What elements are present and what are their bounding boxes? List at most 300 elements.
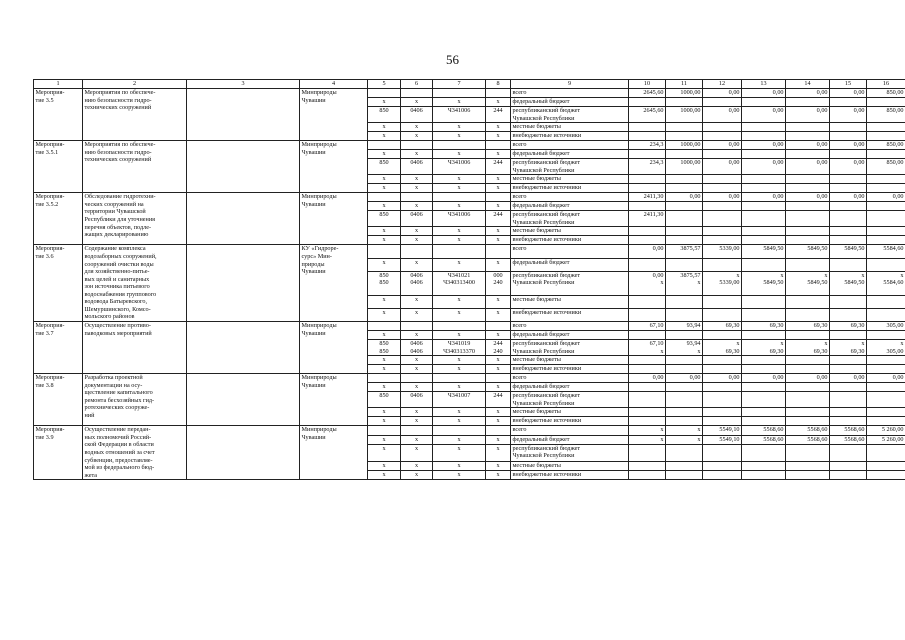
- amount-cell: [830, 295, 867, 308]
- column-number: 4: [300, 80, 368, 89]
- amount-cell: [830, 383, 867, 392]
- amount-cell: 5568,60: [742, 435, 786, 444]
- measure-id-cell: Мероприя- тие 3.8: [34, 374, 83, 426]
- amount-cell: [666, 417, 703, 426]
- budget-code-cell: x: [486, 470, 511, 479]
- budget-code-cell: x: [401, 98, 433, 107]
- budget-code-cell: [433, 322, 486, 331]
- amount-cell: [830, 184, 867, 193]
- amount-cell: [742, 308, 786, 321]
- amount-cell: [786, 211, 830, 227]
- budget-code-cell: [401, 426, 433, 435]
- budget-code-cell: x: [401, 461, 433, 470]
- amount-cell: [703, 150, 742, 159]
- budget-code-cell: 244: [486, 159, 511, 175]
- budget-code-cell: x: [433, 123, 486, 132]
- budget-code-cell: x: [368, 202, 401, 211]
- amount-cell: x 69,30: [703, 340, 742, 356]
- page-number: 56: [446, 52, 459, 67]
- amount-cell: [629, 132, 666, 141]
- amount-cell: [786, 236, 830, 245]
- amount-cell: [742, 150, 786, 159]
- amount-cell: 0,00: [666, 193, 703, 202]
- amount-cell: [786, 392, 830, 408]
- funding-source-cell: всего: [511, 193, 629, 202]
- amount-cell: [742, 175, 786, 184]
- amount-cell: [867, 470, 905, 479]
- amount-cell: 0,00: [830, 89, 867, 98]
- budget-code-cell: x: [368, 295, 401, 308]
- budget-code-cell: x: [433, 150, 486, 159]
- amount-cell: x 5584,60: [867, 271, 905, 295]
- amount-cell: x: [666, 426, 703, 435]
- budget-code-cell: 244: [486, 211, 511, 227]
- measure-name-cell: Осуществление передан- ных полномочий Россий- ской Федерации в области водных отношений за счет субвенции, предоставляе- мой из федерального бюд- жета: [83, 426, 187, 480]
- amount-cell: x: [629, 426, 666, 435]
- budget-code-cell: x: [368, 417, 401, 426]
- amount-cell: [666, 132, 703, 141]
- funding-source-cell: республиканский бюджет Чувашской Республики: [511, 271, 629, 295]
- amount-cell: 850,00: [867, 141, 905, 150]
- budget-code-cell: x: [433, 470, 486, 479]
- amount-cell: [629, 417, 666, 426]
- amount-cell: 0,00: [703, 141, 742, 150]
- budget-code-cell: x: [486, 356, 511, 365]
- amount-cell: 93,94 x: [666, 340, 703, 356]
- amount-cell: [703, 211, 742, 227]
- measure-id-cell: Мероприя- тие 3.5: [34, 89, 83, 141]
- funding-source-cell: федеральный бюджет: [511, 98, 629, 107]
- column-number-row: [34, 80, 905, 89]
- budget-code-cell: 000 240: [486, 271, 511, 295]
- budget-code-cell: x: [368, 150, 401, 159]
- amount-cell: 5568,60: [742, 426, 786, 435]
- executor-cell: Минприроды Чувашии: [300, 193, 368, 245]
- budget-code-cell: x: [368, 470, 401, 479]
- column-number: 7: [433, 80, 486, 89]
- amount-cell: 5549,10: [703, 426, 742, 435]
- amount-cell: [786, 417, 830, 426]
- budget-code-cell: x: [401, 123, 433, 132]
- amount-cell: [742, 184, 786, 193]
- budget-code-cell: [433, 426, 486, 435]
- budget-code-cell: x: [433, 417, 486, 426]
- budget-code-cell: x: [433, 98, 486, 107]
- executor-cell: Минприроды Чувашии: [300, 89, 368, 141]
- amount-cell: [703, 356, 742, 365]
- amount-cell: 3875,57 x: [666, 271, 703, 295]
- amount-cell: x 69,30: [830, 340, 867, 356]
- budget-code-cell: x: [401, 417, 433, 426]
- amount-cell: [742, 211, 786, 227]
- budget-code-cell: Ч341021 Ч340313400: [433, 271, 486, 295]
- amount-cell: [666, 258, 703, 271]
- funding-source-cell: внебюджетные источники: [511, 417, 629, 426]
- amount-cell: [786, 150, 830, 159]
- column-number: 12: [703, 80, 742, 89]
- funding-source-cell: федеральный бюджет: [511, 202, 629, 211]
- amount-cell: [742, 444, 786, 461]
- budget-code-cell: x: [368, 331, 401, 340]
- funding-source-cell: всего: [511, 245, 629, 258]
- budget-code-cell: x: [401, 435, 433, 444]
- amount-cell: [703, 461, 742, 470]
- amount-cell: [786, 308, 830, 321]
- budget-code-cell: x: [486, 175, 511, 184]
- amount-cell: [742, 383, 786, 392]
- amount-cell: 2411,30: [629, 193, 666, 202]
- amount-cell: 69,30: [703, 322, 742, 331]
- amount-cell: [830, 365, 867, 374]
- table-row: [34, 426, 905, 435]
- funding-source-cell: внебюджетные источники: [511, 365, 629, 374]
- amount-cell: [867, 383, 905, 392]
- empty-cell: [187, 322, 300, 374]
- amount-cell: [703, 365, 742, 374]
- budget-code-cell: Ч341006: [433, 159, 486, 175]
- budget-code-cell: [368, 322, 401, 331]
- table-row: [34, 89, 905, 98]
- measure-id-cell: Мероприя- тие 3.5.1: [34, 141, 83, 193]
- budget-code-cell: 0406: [401, 392, 433, 408]
- amount-cell: [830, 227, 867, 236]
- amount-cell: [666, 444, 703, 461]
- budget-code-cell: 0406 0406: [401, 271, 433, 295]
- funding-source-cell: всего: [511, 374, 629, 383]
- amount-cell: [786, 383, 830, 392]
- amount-cell: 67,10 x: [629, 340, 666, 356]
- budget-code-cell: x: [486, 383, 511, 392]
- amount-cell: 69,30: [830, 322, 867, 331]
- amount-cell: [830, 470, 867, 479]
- amount-cell: [786, 331, 830, 340]
- amount-cell: [666, 175, 703, 184]
- amount-cell: [786, 444, 830, 461]
- amount-cell: 5584,60: [867, 245, 905, 258]
- amount-cell: 0,00: [867, 374, 905, 383]
- amount-cell: [786, 365, 830, 374]
- funding-source-cell: республиканский бюджет Чувашской Республики: [511, 392, 629, 408]
- amount-cell: 67,10: [629, 322, 666, 331]
- column-number: 15: [830, 80, 867, 89]
- amount-cell: 2411,30: [629, 211, 666, 227]
- budget-code-cell: 850 850: [368, 271, 401, 295]
- budget-code-cell: x: [401, 236, 433, 245]
- budget-code-cell: x: [368, 435, 401, 444]
- budget-code-cell: [368, 89, 401, 98]
- amount-cell: 0,00: [666, 374, 703, 383]
- budget-code-cell: x: [368, 444, 401, 461]
- budget-code-cell: Ч341006: [433, 107, 486, 123]
- funding-source-cell: федеральный бюджет: [511, 435, 629, 444]
- amount-cell: [830, 331, 867, 340]
- amount-cell: [786, 470, 830, 479]
- amount-cell: [666, 150, 703, 159]
- amount-cell: 5568,60: [830, 435, 867, 444]
- amount-cell: [703, 202, 742, 211]
- amount-cell: [867, 227, 905, 236]
- amount-cell: [703, 258, 742, 271]
- budget-code-cell: x: [368, 227, 401, 236]
- amount-cell: [629, 227, 666, 236]
- column-number: 13: [742, 80, 786, 89]
- budget-code-cell: x: [368, 98, 401, 107]
- amount-cell: 5339,00: [703, 245, 742, 258]
- executor-cell: Минприроды Чувашии: [300, 141, 368, 193]
- funding-source-cell: местные бюджеты: [511, 227, 629, 236]
- column-number: 5: [368, 80, 401, 89]
- budget-code-cell: x: [368, 383, 401, 392]
- funding-source-cell: всего: [511, 322, 629, 331]
- amount-cell: [666, 236, 703, 245]
- measure-name-cell: Осуществление противо- паводковых мероприятий: [83, 322, 187, 374]
- budget-code-cell: [368, 245, 401, 258]
- budget-code-cell: x: [486, 227, 511, 236]
- budget-code-cell: [433, 193, 486, 202]
- amount-cell: 5849,50: [786, 245, 830, 258]
- budget-code-cell: Ч341019 Ч340313370: [433, 340, 486, 356]
- amount-cell: 0,00: [742, 107, 786, 123]
- amount-cell: 0,00: [742, 141, 786, 150]
- amount-cell: [786, 175, 830, 184]
- amount-cell: [629, 98, 666, 107]
- amount-cell: 0,00: [742, 193, 786, 202]
- column-number: 8: [486, 80, 511, 89]
- amount-cell: 0,00: [830, 159, 867, 175]
- amount-cell: 0,00: [830, 107, 867, 123]
- amount-cell: [703, 470, 742, 479]
- amount-cell: 1000,00: [666, 89, 703, 98]
- amount-cell: 0,00: [786, 141, 830, 150]
- amount-cell: x 69,30: [742, 340, 786, 356]
- amount-cell: 5568,60: [786, 426, 830, 435]
- amount-cell: 5849,50: [830, 245, 867, 258]
- budget-code-cell: x: [486, 236, 511, 245]
- budget-code-cell: x: [486, 461, 511, 470]
- budget-code-cell: 244 240: [486, 340, 511, 356]
- funding-source-cell: республиканский бюджет Чувашской Республики: [511, 159, 629, 175]
- column-number: 16: [867, 80, 905, 89]
- amount-cell: 0,00: [703, 193, 742, 202]
- budget-code-cell: x: [401, 184, 433, 193]
- budget-table: [33, 79, 905, 480]
- table-row: [34, 141, 905, 150]
- budget-code-cell: x: [401, 175, 433, 184]
- amount-cell: [703, 392, 742, 408]
- budget-code-cell: x: [401, 295, 433, 308]
- budget-code-cell: x: [486, 98, 511, 107]
- budget-code-cell: [486, 89, 511, 98]
- amount-cell: [629, 461, 666, 470]
- table-row: [34, 193, 905, 202]
- budget-code-cell: [433, 374, 486, 383]
- funding-source-cell: местные бюджеты: [511, 123, 629, 132]
- amount-cell: 2645,60: [629, 89, 666, 98]
- amount-cell: [629, 258, 666, 271]
- budget-code-cell: x: [401, 356, 433, 365]
- budget-code-cell: x: [433, 435, 486, 444]
- budget-code-cell: x: [368, 356, 401, 365]
- funding-source-cell: всего: [511, 89, 629, 98]
- funding-source-cell: внебюджетные источники: [511, 308, 629, 321]
- amount-cell: [629, 295, 666, 308]
- measure-id-cell: Мероприя- тие 3.9: [34, 426, 83, 480]
- funding-source-cell: местные бюджеты: [511, 408, 629, 417]
- amount-cell: [742, 123, 786, 132]
- amount-cell: [703, 417, 742, 426]
- budget-code-cell: x: [486, 150, 511, 159]
- budget-code-cell: x: [486, 331, 511, 340]
- amount-cell: [629, 392, 666, 408]
- amount-cell: [666, 383, 703, 392]
- budget-code-cell: [401, 374, 433, 383]
- budget-code-cell: x: [368, 132, 401, 141]
- amount-cell: [830, 211, 867, 227]
- amount-cell: 0,00: [786, 107, 830, 123]
- amount-cell: [786, 123, 830, 132]
- measure-id-cell: Мероприя- тие 3.6: [34, 245, 83, 322]
- funding-source-cell: федеральный бюджет: [511, 331, 629, 340]
- amount-cell: [830, 236, 867, 245]
- empty-cell: [187, 245, 300, 322]
- executor-cell: Минприроды Чувашии: [300, 426, 368, 480]
- amount-cell: [867, 98, 905, 107]
- funding-source-cell: республиканский бюджет Чувашской Республики: [511, 444, 629, 461]
- executor-cell: Минприроды Чувашии: [300, 322, 368, 374]
- budget-code-cell: x: [401, 365, 433, 374]
- amount-cell: [666, 123, 703, 132]
- amount-cell: 0,00: [742, 89, 786, 98]
- amount-cell: [666, 211, 703, 227]
- amount-cell: [666, 295, 703, 308]
- budget-code-cell: x: [433, 308, 486, 321]
- amount-cell: x 5339,00: [703, 271, 742, 295]
- amount-cell: [629, 356, 666, 365]
- executor-cell: КУ «Гидроре- сурс» Мин- природы Чувашии: [300, 245, 368, 322]
- budget-code-cell: x: [368, 123, 401, 132]
- amount-cell: [742, 365, 786, 374]
- amount-cell: 3875,57: [666, 245, 703, 258]
- budget-code-cell: x: [401, 444, 433, 461]
- amount-cell: [867, 417, 905, 426]
- budget-code-cell: x: [401, 308, 433, 321]
- budget-code-cell: 244: [486, 107, 511, 123]
- budget-code-cell: x: [401, 132, 433, 141]
- budget-code-cell: x: [401, 383, 433, 392]
- amount-cell: [867, 331, 905, 340]
- amount-cell: [666, 356, 703, 365]
- budget-code-cell: x: [486, 408, 511, 417]
- amount-cell: [666, 365, 703, 374]
- amount-cell: 0,00: [786, 374, 830, 383]
- amount-cell: [629, 184, 666, 193]
- amount-cell: [703, 383, 742, 392]
- amount-cell: 234,3: [629, 141, 666, 150]
- amount-cell: [830, 258, 867, 271]
- amount-cell: 0,00: [786, 89, 830, 98]
- amount-cell: [786, 184, 830, 193]
- amount-cell: 69,30: [742, 322, 786, 331]
- budget-code-cell: x: [433, 295, 486, 308]
- budget-code-cell: [433, 89, 486, 98]
- amount-cell: [830, 408, 867, 417]
- amount-cell: [629, 331, 666, 340]
- column-number: 10: [629, 80, 666, 89]
- amount-cell: [742, 392, 786, 408]
- funding-source-cell: республиканский бюджет Чувашской Республики: [511, 107, 629, 123]
- amount-cell: 0,00: [703, 374, 742, 383]
- amount-cell: 69,30: [786, 322, 830, 331]
- amount-cell: 0,00: [786, 159, 830, 175]
- amount-cell: [742, 258, 786, 271]
- funding-source-cell: местные бюджеты: [511, 295, 629, 308]
- budget-code-cell: x: [368, 258, 401, 271]
- funding-source-cell: федеральный бюджет: [511, 383, 629, 392]
- budget-code-cell: [401, 193, 433, 202]
- amount-cell: [629, 470, 666, 479]
- measure-name-cell: Разработка проектной документации на осу- ществление капитального ремонта бесхозяйных гид- ротехнических сооруже- ний: [83, 374, 187, 426]
- budget-code-cell: x: [486, 184, 511, 193]
- amount-cell: [867, 175, 905, 184]
- funding-source-cell: местные бюджеты: [511, 175, 629, 184]
- budget-code-cell: x: [433, 383, 486, 392]
- amount-cell: [830, 132, 867, 141]
- budget-code-cell: 244: [486, 392, 511, 408]
- budget-code-cell: x: [401, 408, 433, 417]
- amount-cell: [786, 408, 830, 417]
- funding-source-cell: внебюджетные источники: [511, 236, 629, 245]
- amount-cell: [867, 461, 905, 470]
- amount-cell: x 69,30: [786, 340, 830, 356]
- amount-cell: 0,00: [629, 374, 666, 383]
- amount-cell: [666, 98, 703, 107]
- column-number: 3: [187, 80, 300, 89]
- amount-cell: [786, 202, 830, 211]
- funding-source-cell: всего: [511, 426, 629, 435]
- budget-code-cell: Ч341006: [433, 211, 486, 227]
- budget-code-cell: x: [368, 408, 401, 417]
- amount-cell: [867, 356, 905, 365]
- amount-cell: 0,00: [830, 141, 867, 150]
- amount-cell: 850,00: [867, 159, 905, 175]
- amount-cell: [786, 227, 830, 236]
- amount-cell: [666, 184, 703, 193]
- amount-cell: [666, 461, 703, 470]
- amount-cell: [666, 408, 703, 417]
- table-body: [34, 89, 905, 480]
- amount-cell: [629, 150, 666, 159]
- funding-source-cell: внебюджетные источники: [511, 184, 629, 193]
- amount-cell: 93,94: [666, 322, 703, 331]
- amount-cell: [867, 408, 905, 417]
- amount-cell: [830, 444, 867, 461]
- amount-cell: 850,00: [867, 89, 905, 98]
- amount-cell: 5568,60: [830, 426, 867, 435]
- budget-code-cell: x: [433, 331, 486, 340]
- budget-code-cell: 850: [368, 392, 401, 408]
- amount-cell: 1000,00: [666, 159, 703, 175]
- funding-source-cell: местные бюджеты: [511, 356, 629, 365]
- funding-source-cell: внебюджетные источники: [511, 132, 629, 141]
- budget-code-cell: x: [401, 258, 433, 271]
- budget-code-cell: 0406: [401, 159, 433, 175]
- amount-cell: x: [629, 435, 666, 444]
- amount-cell: [830, 202, 867, 211]
- amount-cell: [867, 236, 905, 245]
- amount-cell: [703, 331, 742, 340]
- budget-code-cell: 0406: [401, 211, 433, 227]
- amount-cell: [703, 227, 742, 236]
